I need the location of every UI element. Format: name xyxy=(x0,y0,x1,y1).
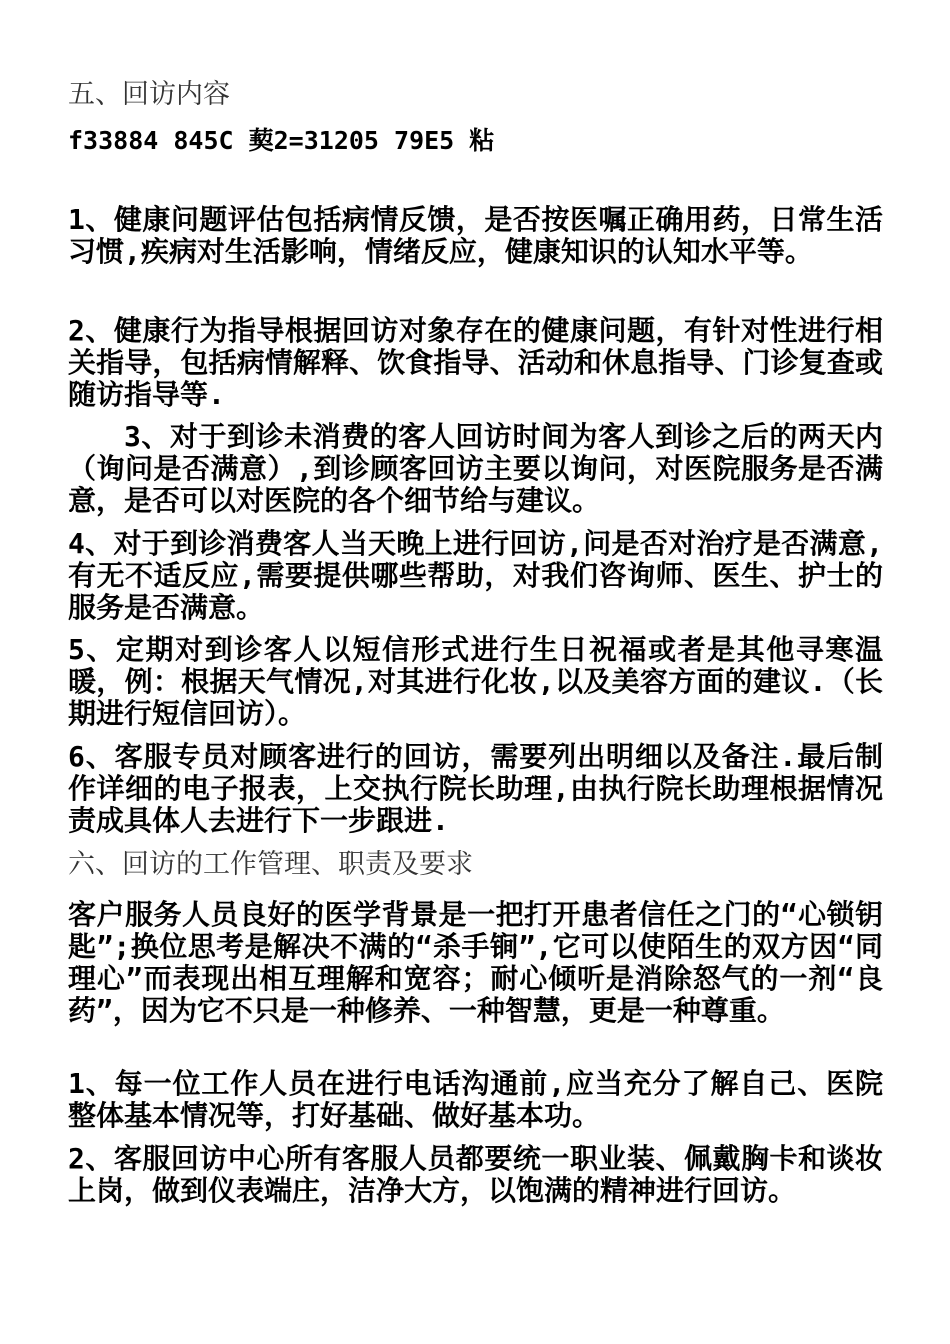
section-5-item-2: 2、健康行为指导根据回访对象存在的健康问题，有针对性进行相关指导，包括病情解释、饮食指导、活动和休息指导、门诊复查或随访指导等. xyxy=(68,314,883,411)
section-5-item-6: 6、客服专员对顾客进行的回访，需要列出明细以及备注.最后制作详细的电子报表，上交执行院长助理,由执行院长助理根据情况责成具体人去进行下一步跟进. xyxy=(68,740,883,837)
section-6-intro: 客户服务人员良好的医学背景是一把打开患者信任之门的“心锁钥匙”;换位思考是解决不满的“杀手锏”,它可以使陌生的双方因“同理心”而表现出相互理解和宽容；耐心倾听是消除怒气的一剂“良药”，因为它不只是一种修养、一种智慧，更是一种尊重。 xyxy=(68,898,883,1027)
section-5-heading: 五、回访内容 xyxy=(68,79,230,110)
section-6-item-2: 2、客服回访中心所有客服人员都要统一职业装、佩戴胸卡和谈妆上岗，做到仪表端庄，洁净大方，以饱满的精神进行回访。 xyxy=(68,1142,883,1207)
section-6-item-1: 1、每一位工作人员在进行电话沟通前,应当充分了解自己、医院整体基本情况等，打好基础、做好基本功。 xyxy=(68,1067,883,1132)
section-5-item-1: 1、健康问题评估包括病情反馈，是否按医嘱正确用药，日常生活习惯,疾病对生活影响，情绪反应，健康知识的认知水平等。 xyxy=(68,203,883,268)
section-6-heading: 六、回访的工作管理、职责及要求 xyxy=(68,849,473,880)
garbled-text-line: f33884 845C 葜2=31205 79E5 粘 xyxy=(68,126,495,155)
section-5-item-3: 3、对于到诊未消费的客人回访时间为客人到诊之后的两天内（询问是否满意）,到诊顾客回访主要以询问，对医院服务是否满意，是否可以对医院的各个细节给与建议。 xyxy=(68,420,883,517)
section-5-item-4: 4、对于到诊消费客人当天晚上进行回访,问是否对治疗是否满意,有无不适反应,需要提供哪些帮助，对我们咨询师、医生、护士的服务是否满意。 xyxy=(68,527,883,624)
section-5-item-5: 5、定期对到诊客人以短信形式进行生日祝福或者是其他寻寒温暖，例：根据天气情况,对其进行化妆,以及美容方面的建议.（长期进行短信回访）。 xyxy=(68,633,883,730)
